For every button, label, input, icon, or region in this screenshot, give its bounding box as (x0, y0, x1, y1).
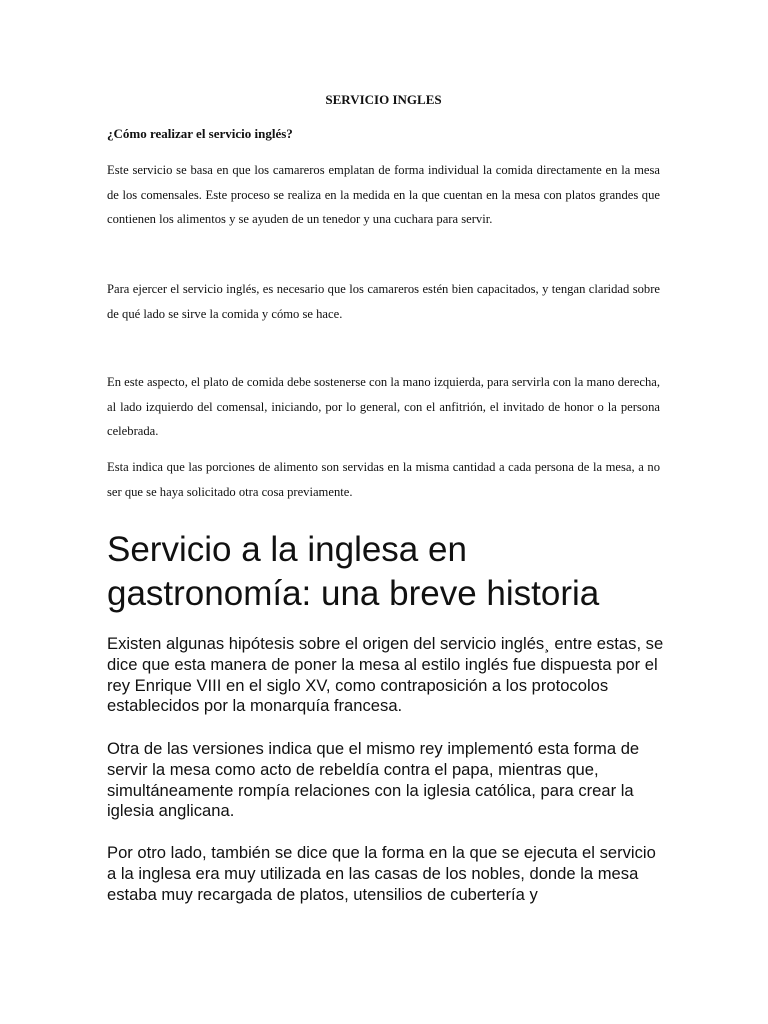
paragraph: Esta indica que las porciones de alimento son servidas en la misma cantidad a cada persona de la mesa, a no ser que se haya solicitado otra cosa previamente. (107, 460, 660, 499)
paragraph: Para ejercer el servicio inglés, es necesario que los camareros estén bien capacitados, y tengan claridad sobre de qué lado se sirve la comida y cómo se hace. (107, 282, 660, 321)
document-subtitle: ¿Cómo realizar el servicio inglés? (107, 126, 293, 141)
section-paragraph: Por otro lado, también se dice que la forma en la que se ejecuta el servicio a la inglesa era muy utilizada en las casas de los nobles, donde la mesa estaba muy recargada de platos, utensilios de cubertería y (107, 843, 656, 904)
section-heading: Servicio a la inglesa en gastronomía: una breve historia (107, 530, 600, 613)
section-paragraph: Otra de las versiones indica que el mismo rey implementó esta forma de servir la mesa como acto de rebeldía contra el papa, mientras que, simultáneamente rompía relaciones con la iglesia católica, para crear la iglesia anglicana. (107, 739, 640, 821)
paragraph: En este aspecto, el plato de comida debe sostenerse con la mano izquierda, para servirla con la mano derecha, al lado izquierdo del comensal, iniciando, por lo general, con el anfitrión, el invitado de honor o la persona celebrada. (107, 375, 660, 439)
document-title: SERVICIO INGLES (325, 92, 442, 107)
section-paragraph: Existen algunas hipótesis sobre el origen del servicio inglés¸ entre estas, se dice que esta manera de poner la mesa al estilo inglés fue dispuesta por el rey Enrique VIII en el siglo XV, como contraposición a los protocolos establecidos por la monarquía francesa. (107, 634, 664, 716)
paragraph: Este servicio se basa en que los camareros emplatan de forma individual la comida directamente en la mesa de los comensales. Este proceso se realiza en la medida en la que cuentan en la mesa con platos grandes que contienen los alimentos y se ayuden de un tenedor y una cuchara para servir. (107, 163, 660, 227)
